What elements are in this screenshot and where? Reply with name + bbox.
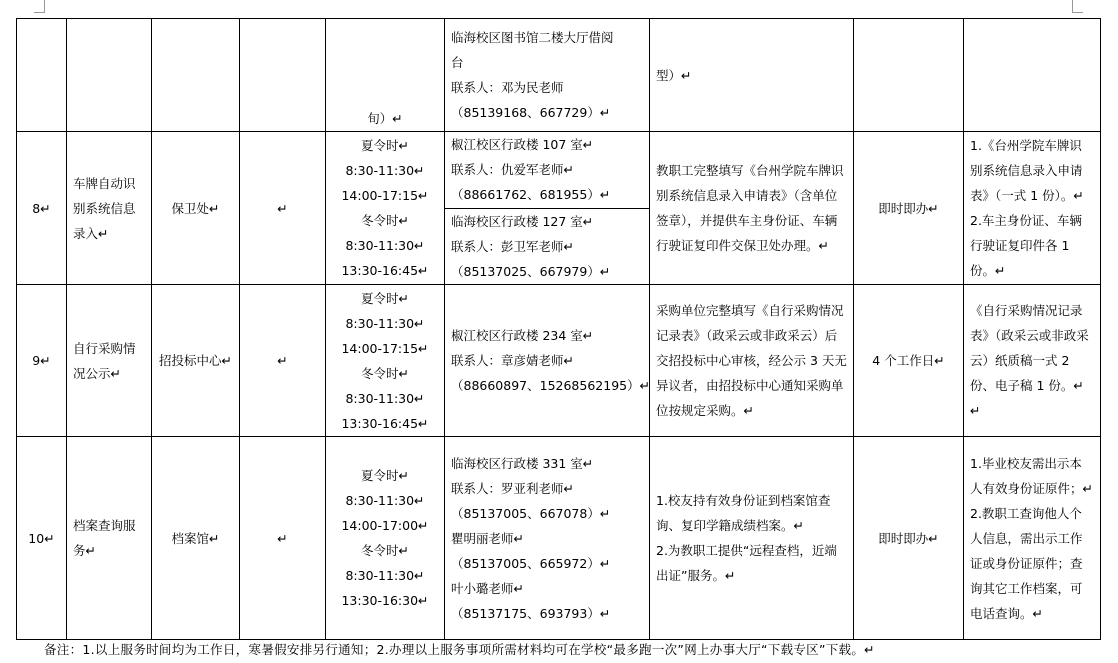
hours-line: 8:30-11:30↵ bbox=[345, 315, 425, 331]
cell-location bbox=[445, 132, 650, 285]
hours-line: 旬）↵ bbox=[367, 111, 403, 126]
table-row bbox=[17, 132, 1101, 285]
procedure-text: 采购单位完整填写《自行采购情况记录表》（政采云或非政采云）后交招投标中心审核，经公示 3 天无异议者，由招投标中心通知采购单位按规定采购。↵ bbox=[656, 303, 847, 418]
cell-department bbox=[152, 19, 240, 132]
cell-extra: ↵ bbox=[240, 437, 326, 640]
cell-service-hours bbox=[326, 437, 445, 640]
cell-service-name: 档案查询服务↵ bbox=[67, 437, 152, 640]
location-block bbox=[445, 451, 649, 626]
location-block bbox=[445, 323, 649, 398]
cell-index bbox=[17, 19, 67, 132]
location-line: 临海校区行政楼 127 室↵ bbox=[451, 213, 594, 229]
hours-line: 8:30-11:30↵ bbox=[345, 390, 425, 406]
location-line: 联系人：彭卫军老师↵ bbox=[451, 238, 574, 254]
procedure-text: 1.校友持有效身份证到档案馆查询、复印学籍成绩档案。↵ bbox=[656, 493, 831, 533]
hours-line: 13:30-16:30↵ bbox=[341, 593, 429, 608]
location-block bbox=[445, 25, 649, 125]
hours-line: 8:30-11:30↵ bbox=[345, 238, 425, 253]
cell-index: 8↵ bbox=[17, 132, 67, 285]
location-line: （88660897、15268562195）↵ bbox=[451, 378, 651, 393]
table-body bbox=[17, 19, 1101, 640]
table-row bbox=[17, 19, 1101, 132]
hours-line: 14:00-17:15↵ bbox=[341, 340, 429, 356]
procedure-text: 教职工完整填写《台州学院车牌识别系统信息录入申请表》（含单位签章），并提供车主身份证、车辆行驶证复印件交保卫处办理。↵ bbox=[656, 163, 844, 253]
location-line: 椒江校区行政楼 107 室↵ bbox=[451, 137, 594, 152]
cell-service-hours bbox=[326, 285, 445, 437]
table-row bbox=[17, 285, 1101, 437]
location-line: （88661762、681955）↵ bbox=[451, 187, 611, 202]
hours-line: 冬令时↵ bbox=[361, 543, 409, 558]
location-line: 台 bbox=[451, 55, 464, 70]
cell-materials bbox=[964, 285, 1101, 437]
cell-index: 10↵ bbox=[17, 437, 67, 640]
cell-extra: ↵ bbox=[240, 132, 326, 285]
location-line: 瞿明丽老师↵ bbox=[451, 530, 524, 546]
location-line: （85137005、667078）↵ bbox=[451, 505, 611, 521]
cell-department: 档案馆↵ bbox=[152, 437, 240, 640]
cell-time-limit bbox=[854, 19, 964, 132]
hours-line: 8:30-11:30↵ bbox=[345, 568, 425, 583]
location-line: （85137175、693793）↵ bbox=[451, 605, 611, 621]
service-table bbox=[16, 18, 1101, 640]
hours-line: 13:30-16:45↵ bbox=[341, 263, 429, 278]
cell-materials bbox=[964, 437, 1101, 640]
cell-time-limit: 4 个工作日↵ bbox=[854, 285, 964, 437]
cell-service-name: 自行采购情况公示↵ bbox=[67, 285, 152, 437]
procedure-text: 型）↵ bbox=[656, 67, 692, 83]
materials-text: 1.《台州学院车牌识别系统信息录入申请表》（一式 1 份）。↵ bbox=[970, 138, 1084, 203]
footnote: 备注：1.以上服务时间均为工作日，寒暑假安排另行通知；2.办理以上服务事项所需材料均可在学校“最多跑一次”网上办事大厅“下载专区”下载。↵ bbox=[44, 642, 875, 657]
cell-service-name: 车牌自动识别系统信息录入↵ bbox=[67, 132, 152, 285]
page-corner-mark bbox=[34, 0, 45, 13]
table-row bbox=[17, 437, 1101, 640]
location-line: （85139168、667729）↵ bbox=[451, 105, 611, 120]
materials-text: 2.教职工查询他人个人信息，需出示工作证或身份证原件；查询其它工作档案，可电话查询。↵ bbox=[970, 505, 1083, 621]
page-corner-mark bbox=[1072, 0, 1083, 13]
cell-department: 招投标中心↵ bbox=[152, 285, 240, 437]
hours-line: 夏令时↵ bbox=[361, 138, 409, 153]
cell-location bbox=[445, 437, 650, 640]
cell-service-hours bbox=[326, 132, 445, 285]
cell-department: 保卫处↵ bbox=[152, 132, 240, 285]
hours-line: 夏令时↵ bbox=[361, 290, 409, 306]
location-block bbox=[445, 208, 649, 285]
materials-text: 2.车主身份证、车辆行驶证复印件各 1 份。↵ bbox=[970, 213, 1082, 278]
cell-materials bbox=[964, 132, 1101, 285]
cell-materials bbox=[964, 19, 1101, 132]
cell-location bbox=[445, 19, 650, 132]
procedure-text: 2.为教职工提供“远程查档，近端出证”服务。↵ bbox=[656, 543, 837, 583]
hours-line: 夏令时↵ bbox=[361, 468, 409, 483]
location-line: 联系人：邓为民老师 bbox=[451, 80, 564, 95]
cell-procedure bbox=[650, 132, 854, 285]
location-line: 叶小璐老师↵ bbox=[451, 580, 524, 596]
materials-text: 1.毕业校友需出示本人有效身份证原件；↵ bbox=[970, 455, 1093, 496]
cell-time-limit: 即时即办↵ bbox=[854, 437, 964, 640]
hours-line: 13:30-16:45↵ bbox=[341, 415, 429, 431]
cell-extra bbox=[240, 19, 326, 132]
cell-procedure bbox=[650, 437, 854, 640]
location-line: 椒江校区行政楼 234 室↵ bbox=[451, 328, 594, 343]
cell-extra: ↵ bbox=[240, 285, 326, 437]
cell-service-hours bbox=[326, 19, 445, 132]
hours-line: 冬令时↵ bbox=[361, 213, 409, 228]
materials-text: ↵ bbox=[970, 403, 981, 418]
hours-line: 14:00-17:00↵ bbox=[341, 518, 429, 533]
hours-line: 冬令时↵ bbox=[361, 365, 409, 381]
location-line: 联系人：章彦婧老师↵ bbox=[451, 353, 574, 368]
hours-line: 8:30-11:30↵ bbox=[345, 493, 425, 508]
location-line: （85137025、667979）↵ bbox=[451, 263, 611, 279]
location-line: 临海校区行政楼 331 室↵ bbox=[451, 455, 594, 471]
cell-location bbox=[445, 285, 650, 437]
cell-time-limit: 即时即办↵ bbox=[854, 132, 964, 285]
cell-service-name bbox=[67, 19, 152, 132]
location-block bbox=[445, 132, 649, 208]
materials-text: 《自行采购情况记录表》（政采云或非政采云）纸质稿一式 2 份、电子稿 1 份。↵ bbox=[970, 303, 1089, 393]
cell-index: 9↵ bbox=[17, 285, 67, 437]
location-line: （85137005、665972）↵ bbox=[451, 555, 611, 571]
location-line: 联系人：仇爱军老师↵ bbox=[451, 162, 574, 177]
location-line: 联系人：罗亚利老师↵ bbox=[451, 480, 574, 496]
location-line: 临海校区图书馆二楼大厅借阅 bbox=[451, 30, 614, 45]
hours-line: 8:30-11:30↵ bbox=[345, 163, 425, 178]
cell-procedure bbox=[650, 285, 854, 437]
cell-procedure bbox=[650, 19, 854, 132]
hours-line: 14:00-17:15↵ bbox=[341, 188, 429, 203]
